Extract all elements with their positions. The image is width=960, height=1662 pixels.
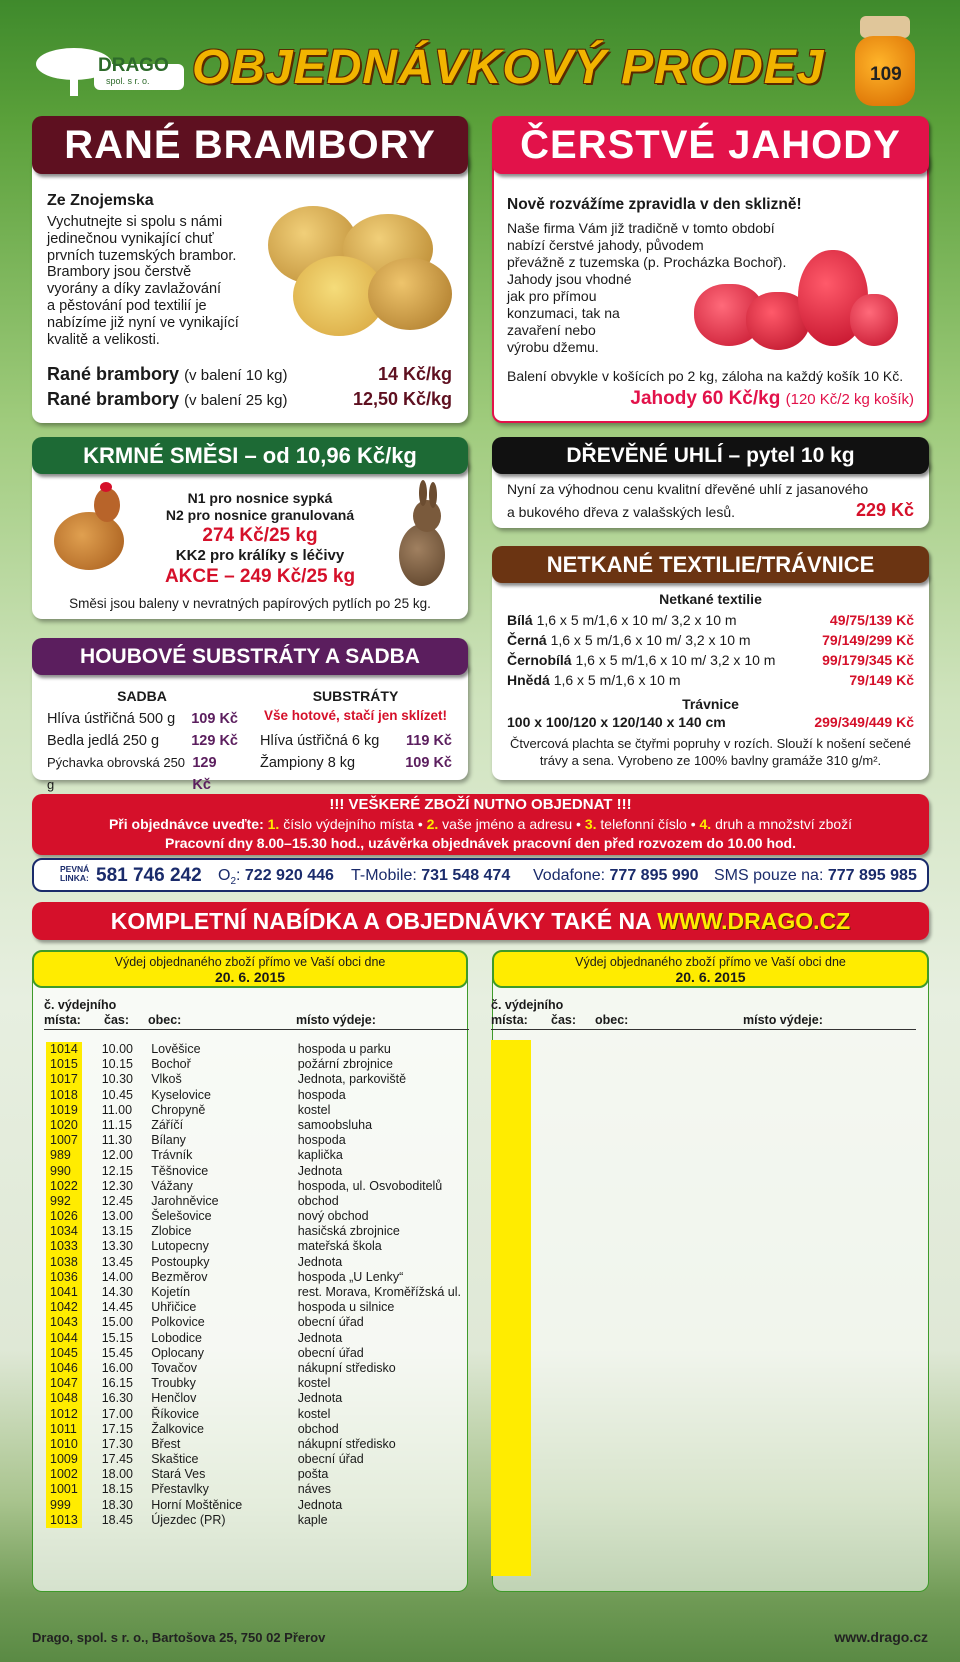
stop-time: 15.00 — [101, 1315, 133, 1330]
page-number: 109 — [870, 64, 902, 85]
order-instructions: Při objednávce uveďte: 1. číslo výdejního místa • 2. vaše jméno a adresu • 3. telefonní číslo • 4. druh a množství zboží — [108, 816, 853, 832]
schedule-header-left: č. výdejního místa: čas: obec: místo výdeje: — [44, 998, 469, 1030]
stop-village: Stará Ves — [151, 1467, 206, 1482]
web-banner: KOMPLETNÍ NABÍDKA A OBJEDNÁVKY TAKÉ NA WWW.DRAGO.CZ — [32, 902, 929, 940]
charcoal-price: 229 Kč — [855, 500, 914, 520]
stop-number: 1015 — [46, 1057, 82, 1072]
feed-item-kk2: KK2 pro králíky s léčivy — [175, 547, 345, 564]
stop-place: Jednota, parkoviště — [297, 1072, 407, 1087]
schedule-row — [46, 1209, 466, 1224]
stop-number: 1026 — [46, 1209, 82, 1224]
stop-time: 10.00 — [101, 1042, 133, 1056]
stop-place: hospoda, ul. Osvoboditelů — [297, 1178, 443, 1193]
stop-village: Trávník — [151, 1148, 193, 1163]
stop-number: 1009 — [46, 1452, 82, 1467]
stop-place: samoobsluha — [297, 1117, 373, 1132]
stop-number: 1018 — [46, 1088, 82, 1103]
stop-number: 1017 — [46, 1072, 82, 1087]
stop-place: Jednota — [297, 1330, 343, 1345]
feed-price-2: AKCE – 249 Kč/25 kg — [164, 566, 356, 587]
stop-time: 13.45 — [101, 1254, 133, 1269]
charcoal-line-2: a bukového dřeva z valašských lesů. — [507, 504, 736, 520]
stop-village: Kojetín — [151, 1285, 191, 1299]
feed-title: KRMNÉ SMĚSI – od 10,96 Kč/kg — [32, 437, 468, 474]
stop-place: pošta — [297, 1467, 329, 1482]
stop-time: 15.45 — [101, 1345, 133, 1360]
stop-village: Žalkovice — [151, 1421, 204, 1436]
stop-time: 13.15 — [101, 1224, 133, 1239]
stop-time: 10.45 — [101, 1087, 133, 1102]
stop-place: kaple — [297, 1512, 328, 1527]
feed-item-n2: N2 pro nosnice granulovaná — [165, 507, 355, 523]
stop-time: 14.00 — [101, 1269, 133, 1284]
stop-time: 12.45 — [101, 1193, 133, 1208]
schedule-row — [46, 1467, 466, 1482]
stop-village: Skaštice — [151, 1452, 199, 1467]
stop-number: 1041 — [46, 1285, 82, 1300]
stop-time: 10.30 — [101, 1072, 133, 1087]
schedule-row — [46, 1437, 466, 1452]
stop-place: nový obchod — [297, 1209, 369, 1224]
stop-number: 1034 — [46, 1224, 82, 1239]
mushrooms-title: HOUBOVÉ SUBSTRÁTY A SADBA — [32, 638, 468, 675]
textiles-title: NETKANÉ TEXTILIE/TRÁVNICE — [492, 546, 929, 583]
order-warning: !!! VEŠKERÉ ZBOŽÍ NUTNO OBJEDNAT !!! — [329, 796, 632, 813]
stop-time: 18.00 — [101, 1467, 133, 1482]
stop-number: 990 — [46, 1164, 82, 1179]
stop-number: 1022 — [46, 1179, 82, 1194]
stop-number: 1010 — [46, 1437, 82, 1452]
stop-village: Lutopecny — [151, 1239, 209, 1254]
potatoes-price-1: Rané brambory (v balení 10 kg) 14 Kč/kg — [47, 364, 452, 384]
stop-number: 992 — [46, 1194, 82, 1209]
textile-row: Černobílá 1,6 x 5 m/1,6 x 10 m/ 3,2 x 10 m 99/179/345 Kč — [507, 652, 914, 668]
schedule-row — [46, 1148, 466, 1163]
stop-number: 1019 — [46, 1103, 82, 1118]
schedule-row — [46, 1285, 466, 1300]
stop-village: Henčlov — [151, 1391, 197, 1406]
stop-place: obecní úřad — [297, 1345, 364, 1360]
schedule-row — [46, 1331, 466, 1346]
stop-village: Polkovice — [151, 1315, 205, 1330]
strawberries-price: Jahody 60 Kč/kg (120 Kč/2 kg košík) — [630, 388, 914, 409]
stop-village: Oplocany — [151, 1345, 204, 1360]
stop-number: 1014 — [46, 1042, 82, 1057]
schedule-row — [46, 1300, 466, 1315]
schedule-row — [46, 1255, 466, 1270]
mushroom-row: Bedla jedlá 250 g 129 Kč — [47, 733, 238, 749]
stop-time: 18.30 — [101, 1497, 133, 1512]
schedule-row — [46, 1103, 466, 1118]
charcoal-title: DŘEVĚNÉ UHLÍ – pytel 10 kg — [492, 437, 929, 474]
logo — [34, 42, 184, 102]
schedule-row — [46, 1452, 466, 1467]
stop-village: Bílany — [151, 1133, 186, 1148]
logo-sub: spol. s r. o. — [106, 76, 150, 86]
stop-time: 10.15 — [101, 1057, 133, 1072]
strawberries-description: Naše firma Vám již tradičně v tomto období nabízí čerstvé jahody, původem převážně z tuzemska (p. Procházka Bochoř). Jahody jsou vhodné jak pro přímou konzumaci, tak na zavaření nebo výrobu džemu. — [507, 220, 787, 355]
potatoes-image — [258, 196, 458, 346]
logo-text: DRAGO — [98, 55, 169, 76]
stop-village: Uhřičice — [151, 1300, 197, 1315]
stop-time: 17.00 — [101, 1406, 133, 1421]
stop-village: Horní Moštěnice — [151, 1497, 243, 1512]
stop-time: 16.30 — [101, 1391, 133, 1406]
schedule-row — [46, 1239, 466, 1254]
stop-time: 13.30 — [101, 1239, 133, 1254]
stop-village: Bochoř — [151, 1057, 191, 1072]
stop-village: Postoupky — [151, 1254, 210, 1269]
website-link[interactable]: WWW.DRAGO.CZ — [657, 908, 851, 934]
stop-village: Vlkoš — [151, 1072, 182, 1087]
stop-time: 14.45 — [101, 1300, 133, 1315]
footer-address: Drago, spol. s r. o., Bartošova 25, 750 02 Přerov — [32, 1630, 326, 1645]
stop-place: hasičská zbrojnice — [297, 1224, 400, 1239]
stop-place: hospoda u silnice — [297, 1300, 395, 1315]
stop-place: Jednota — [297, 1497, 343, 1512]
schedule-row — [46, 1422, 466, 1437]
travnice-note-1: Čtvercová plachta se čtyřmi popruhy v rozích. Slouží k nošení sečené — [509, 736, 912, 751]
stop-place: obchod — [297, 1193, 339, 1208]
stop-place: nákupní středisko — [297, 1436, 396, 1451]
mushroom-row: Hlíva ústřičná 6 kg 119 Kč — [260, 733, 452, 749]
stop-place: obchod — [297, 1421, 339, 1436]
stop-place: požární zbrojnice — [297, 1057, 393, 1072]
stop-time: 18.45 — [101, 1512, 133, 1527]
schedule-date-left: Výdej objednaného zboží přímo ve Vaší obci dne 20. 6. 2015 — [32, 950, 468, 988]
stop-village: Vážany — [151, 1178, 193, 1193]
stop-village: Šelešovice — [151, 1209, 212, 1224]
stop-place: hospoda — [297, 1087, 346, 1102]
schedule-empty-column — [491, 1040, 531, 1576]
stop-place: rest. Morava, Kroměřížská ul. — [297, 1285, 461, 1299]
phone-sms: SMS pouze na: 777 895 985 — [714, 867, 917, 884]
footer-website[interactable]: www.drago.cz — [834, 1629, 928, 1645]
stop-village: Říkovice — [151, 1406, 200, 1421]
mushrooms-col-sadba: SADBA — [117, 688, 167, 704]
schedule-row — [46, 1391, 466, 1406]
charcoal-line-1: Nyní za výhodnou cenu kvalitní dřevěné uhlí z jasanového — [507, 481, 869, 497]
mushroom-row: Hlíva ústřičná 500 g 109 Kč — [47, 711, 238, 727]
feed-item-n1: N1 pro nosnice sypká — [187, 490, 333, 506]
stop-place: náves — [297, 1482, 332, 1497]
stop-time: 12.15 — [101, 1163, 133, 1178]
stop-number: 1001 — [46, 1482, 82, 1497]
schedule-row — [46, 1133, 466, 1148]
stop-time: 17.15 — [101, 1421, 133, 1436]
schedule-row — [46, 1315, 466, 1330]
stop-number: 1046 — [46, 1361, 82, 1376]
stop-number: 1038 — [46, 1255, 82, 1270]
stop-village: Břest — [151, 1436, 181, 1451]
potatoes-description: Vychutnejte si spolu s námi jedinečnou vynikající chuť prvních tuzemských brambor. Brambory jsou čerstvě vyorány a díky zavlažování a pěstování pod textilií je nabízíme již nyní ve vynikající kvalitě a velikosti. — [47, 214, 239, 348]
stop-time: 11.30 — [101, 1133, 133, 1148]
stop-time: 12.00 — [101, 1148, 133, 1163]
schedule-row — [46, 1513, 466, 1528]
schedule-row — [46, 1407, 466, 1422]
stop-place: mateřská škola — [297, 1239, 382, 1254]
stop-number: 1013 — [46, 1513, 82, 1528]
schedule-row — [46, 1072, 466, 1087]
stop-number: 1002 — [46, 1467, 82, 1482]
schedule-row — [46, 1498, 466, 1513]
order-hours: Pracovní dny 8.00–15.30 hod., uzávěrka objednávek pracovní den před rozvozem do 10.00 hod. — [165, 835, 796, 851]
stop-number: 1011 — [46, 1422, 82, 1437]
schedule-row — [46, 1376, 466, 1391]
rabbit-image — [393, 480, 453, 590]
potatoes-subtitle: Ze Znojemska — [47, 192, 154, 209]
schedule-row — [46, 1057, 466, 1072]
stop-number: 1020 — [46, 1118, 82, 1133]
phone-o2: $O_2$: 722 920 446 — [218, 867, 334, 888]
stop-place: kostel — [297, 1376, 331, 1391]
stop-village: Troubky — [151, 1376, 196, 1391]
phone-fixed-label: PEVNÁ LINKA: — [60, 864, 90, 883]
stop-place: kostel — [297, 1102, 331, 1117]
phone-fixed[interactable]: 581 746 242 — [96, 865, 202, 886]
stop-place: Jednota — [297, 1391, 343, 1406]
mushroom-row: Žampiony 8 kg 109 Kč — [260, 755, 452, 771]
schedule-table — [46, 1042, 466, 1528]
textile-row: Bílá 1,6 x 5 m/1,6 x 10 m/ 3,2 x 10 m 49/75/139 Kč — [507, 612, 914, 628]
schedule-row — [46, 1194, 466, 1209]
schedule-row — [46, 1482, 466, 1497]
stop-time: 13.00 — [101, 1209, 133, 1224]
stop-village: Lobodice — [151, 1330, 202, 1345]
stop-village: Bezměrov — [151, 1269, 208, 1284]
schedule-row — [46, 1042, 466, 1057]
strawberries-image — [690, 250, 900, 355]
schedule-row — [46, 1118, 466, 1133]
stop-number: 999 — [46, 1498, 82, 1513]
stop-village: Záříčí — [151, 1117, 184, 1132]
stop-number: 1044 — [46, 1331, 82, 1346]
stop-place: hospoda — [297, 1133, 346, 1148]
potatoes-price-2: Rané brambory (v balení 25 kg) 12,50 Kč/kg — [47, 389, 452, 409]
stop-number: 989 — [46, 1148, 82, 1163]
stop-time: 16.00 — [101, 1360, 133, 1375]
stop-time: 17.45 — [101, 1452, 133, 1467]
stop-place: hospoda u parku — [297, 1042, 391, 1056]
stop-village: Kyselovice — [151, 1087, 211, 1102]
stop-place: obecní úřad — [297, 1315, 364, 1330]
schedule-row — [46, 1270, 466, 1285]
stop-village: Zlobice — [151, 1224, 192, 1239]
stop-place: nákupní středisko — [297, 1360, 396, 1375]
stop-place: kaplička — [297, 1148, 343, 1163]
stop-number: 1047 — [46, 1376, 82, 1391]
stop-place: hospoda „U Lenky“ — [297, 1269, 404, 1284]
stop-time: 11.15 — [101, 1117, 133, 1132]
stop-time: 16.15 — [101, 1376, 133, 1391]
stop-time: 12.30 — [101, 1178, 133, 1193]
phone-tmobile: T-Mobile: 731 548 474 — [351, 867, 511, 884]
stop-number: 1048 — [46, 1391, 82, 1406]
stop-place: kostel — [297, 1406, 331, 1421]
stop-number: 1033 — [46, 1239, 82, 1254]
feed-note: Směsi jsou baleny v nevratných papírových pytlích po 25 kg. — [69, 596, 431, 611]
stop-village: Tovačov — [151, 1360, 198, 1375]
page-title: OBJEDNÁVKOVÝ PRODEJ — [192, 41, 825, 94]
mushrooms-col-substrates: SUBSTRÁTY — [312, 688, 399, 704]
travnice-note-2: trávy a sena. Vyrobeno ze 100% bavlny gramáže 310 g/m². — [539, 753, 882, 768]
honey-jar-icon — [852, 16, 918, 108]
stop-time: 11.00 — [101, 1102, 133, 1117]
schedule-header-right: č. výdejního místa: čas: obec: místo výdeje: — [491, 998, 916, 1030]
feed-price-1: 274 Kč/25 kg — [202, 525, 318, 546]
textile-row: Černá 1,6 x 5 m/1,6 x 10 m/ 3,2 x 10 m 79/149/299 Kč — [507, 632, 914, 648]
schedule-row — [46, 1088, 466, 1103]
stop-place: obecní úřad — [297, 1452, 364, 1467]
stop-place: Jednota — [297, 1254, 343, 1269]
strawberries-subtitle: Nově rozvážíme zpravidla v den sklizně! — [507, 196, 802, 213]
stop-number: 1012 — [46, 1407, 82, 1422]
stop-village: Jarohněvice — [151, 1193, 219, 1208]
order-banner — [32, 794, 929, 855]
stop-village: Přestavlky — [151, 1482, 209, 1497]
phone-vodafone: Vodafone: 777 895 990 — [533, 867, 699, 884]
stop-village: Těšnovice — [151, 1163, 209, 1178]
potatoes-title: RANÉ BRAMBORY — [32, 116, 468, 174]
schedule-row — [46, 1164, 466, 1179]
schedule-row — [46, 1224, 466, 1239]
mushroom-row: Pýchavka obrovská 250 g 129 Kč — [47, 755, 217, 793]
textile-row: Hnědá 1,6 x 5 m/1,6 x 10 m 79/149 Kč — [507, 672, 914, 688]
travnice-subtitle: Trávnice — [682, 696, 739, 712]
stop-place: Jednota — [297, 1163, 343, 1178]
stop-number: 1043 — [46, 1315, 82, 1330]
schedule-panel-right — [492, 970, 929, 1592]
stop-time: 18.15 — [101, 1482, 133, 1497]
stop-number: 1045 — [46, 1346, 82, 1361]
stop-time: 17.30 — [101, 1436, 133, 1451]
schedule-row — [46, 1361, 466, 1376]
mushrooms-substrates-note: Vše hotové, stačí jen sklízet! — [263, 708, 448, 723]
strawberries-title: ČERSTVÉ JAHODY — [492, 116, 929, 174]
stop-village: Chropyně — [151, 1102, 206, 1117]
schedule-row — [46, 1346, 466, 1361]
schedule-date-right: Výdej objednaného zboží přímo ve Vaší obci dne 20. 6. 2015 — [492, 950, 929, 988]
stop-time: 14.30 — [101, 1285, 133, 1299]
textiles-subtitle: Netkané textilie — [659, 591, 762, 607]
stop-village: Újezdec (PR) — [151, 1512, 226, 1527]
stop-number: 1007 — [46, 1133, 82, 1148]
hen-image — [46, 482, 126, 588]
stop-village: Lověšice — [151, 1042, 201, 1056]
travnice-row: 100 x 100/120 x 120/140 x 140 cm 299/349/449 Kč — [507, 714, 914, 730]
stop-number: 1036 — [46, 1270, 82, 1285]
stop-number: 1042 — [46, 1300, 82, 1315]
schedule-row — [46, 1179, 466, 1194]
stop-time: 15.15 — [101, 1330, 133, 1345]
strawberries-note: Balení obvykle v košících po 2 kg, záloha na každý košík 10 Kč. — [507, 368, 904, 384]
